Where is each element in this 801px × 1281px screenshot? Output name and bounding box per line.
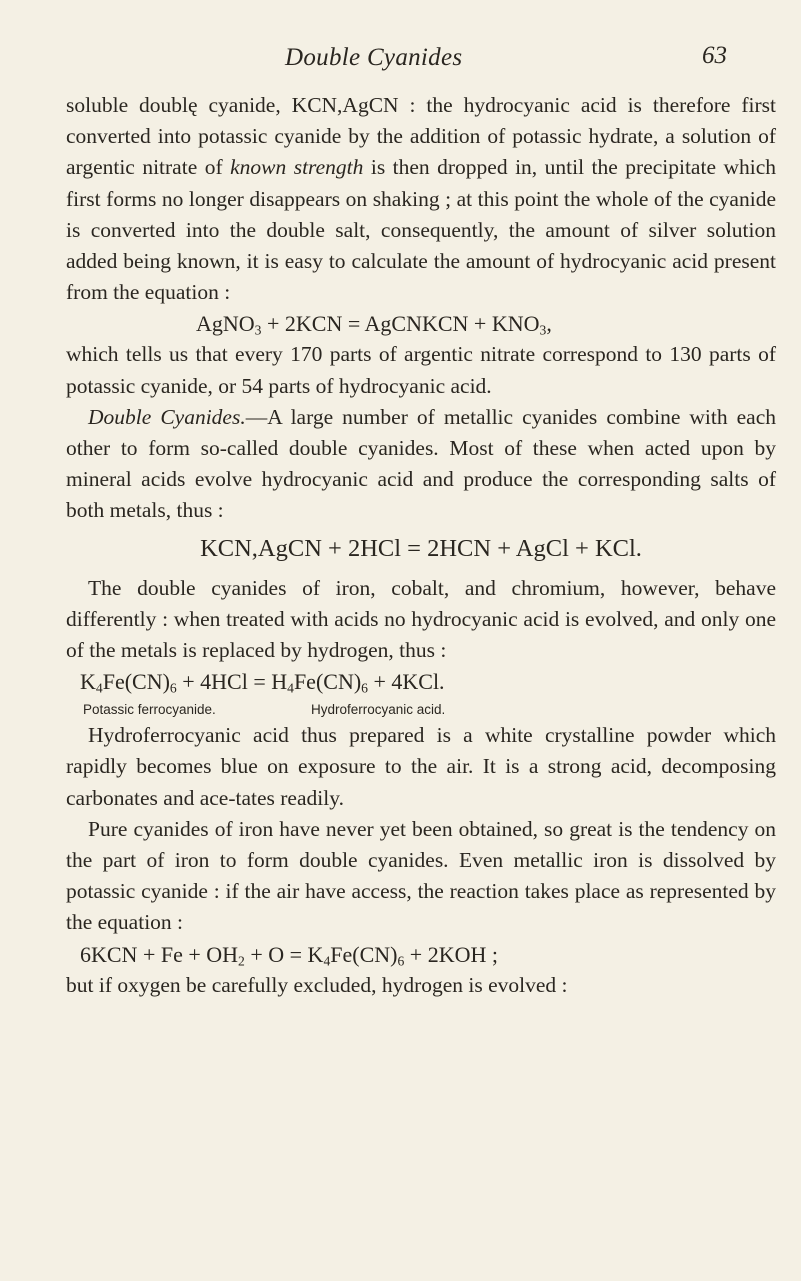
paragraph-text: —A large number of metallic cyanides combine with each other to form so-called double cyanides. Most of these when acted upon by mineral acids evolve hydrocyanic acid and produce the corresponding salts of both metals, thus : (66, 404, 777, 523)
equation-silver-nitrate (66, 308, 776, 339)
paragraph-iron-cobalt-chromium: The double cyanides of iron, cobalt, and chromium, however, behave differently : when treated with acids no hydrocyanic acid is evolved, and only one of the metals is replaced by hydrogen, thus : (66, 575, 776, 663)
paragraph-text: is then dropped in, until the precipitate which first forms no longer disappears on shaking ; at this point the whole of the cyanide is converted into the double salt, consequently, the amount of silver solution added being known, it is easy to calculate the amount of hydrocyanic acid present from the equation : (66, 155, 776, 305)
eq-term: + O = K (244, 941, 324, 967)
eq-term: + 2KOH ; (404, 941, 498, 967)
paragraph-double-cyanides (66, 402, 776, 527)
emphasis-known-strength: known strength (230, 155, 364, 180)
eq-subscript: 6 (397, 953, 405, 969)
equation-labels (66, 694, 776, 716)
eq-subscript: 6 (361, 680, 368, 696)
paragraph-pure-cyanides-iron: Pure cyanides of iron have never yet been obtained, so great is the tendency on the part of iron to form double cyanides. Even metallic iron is dissolved by potassic cyanide : if the air have access, the reaction takes place as represented by the equation : (66, 816, 776, 935)
equation-ferrocyanide (66, 666, 776, 697)
section-heading-double-cyanides: Double Cyanides. (88, 404, 246, 429)
eq-term: Fe(CN) (102, 669, 170, 695)
eq-term: + 2KCN = AgCNKCN + KNO (261, 311, 540, 337)
eq-subscript: 4 (323, 953, 331, 969)
eq-term: 6KCN + Fe + OH (80, 941, 239, 967)
eq-subscript: 3 (539, 322, 547, 338)
equation-iron-dissolution (66, 939, 776, 970)
page-header (0, 40, 801, 80)
paragraph-text: soluble doublę cyanide, KCN,AgCN : the hydrocyanic acid is therefore first converted into potassic cyanide by the addition of potassic hydrate, a solution of argentic nitrate of (66, 93, 776, 180)
page-body (66, 90, 776, 1001)
eq-term: , (546, 311, 552, 337)
paragraph-oxygen-excluded: but if oxygen be carefully excluded, hydrogen is evolved : (66, 972, 568, 997)
paragraph-hydroferrocyanic-acid: Hydroferrocyanic acid thus prepared is a white crystalline powder which rapidly becomes blue on exposure to the air. It is a strong acid, decomposing carbonates and ace-tates readily. (66, 723, 776, 810)
eq-subscript: 6 (169, 680, 177, 696)
eq-term: + 4KCl. (367, 669, 445, 695)
page-number: 63 (702, 42, 727, 69)
eq-term: K (80, 669, 96, 695)
label-hydroferrocyanic-acid: Hydroferrocyanic acid. (311, 702, 446, 718)
eq-subscript: 4 (95, 680, 103, 696)
eq-subscript: 3 (254, 322, 262, 338)
label-potassic-ferrocyanide: Potassic ferrocyanide. (83, 702, 216, 718)
eq-term: Fe(CN) (330, 941, 398, 967)
equation-double-cyanide-acid: KCN,AgCN + 2HCl = 2HCN + AgCl + KCl. (200, 534, 642, 562)
paragraph-proportions: which tells us that every 170 parts of argentic nitrate correspond to 130 parts of potassic cyanide, or 54 parts of hydrocyanic acid. (66, 342, 776, 398)
eq-term: Fe(CN) (293, 669, 362, 695)
eq-term: + 4HCl = H (176, 669, 288, 695)
running-head: Double Cyanides (285, 44, 463, 71)
eq-subscript: 2 (238, 953, 245, 969)
eq-term: AgNO (196, 311, 255, 337)
paragraph-silver-titration (66, 90, 776, 308)
eq-subscript: 4 (287, 680, 294, 696)
